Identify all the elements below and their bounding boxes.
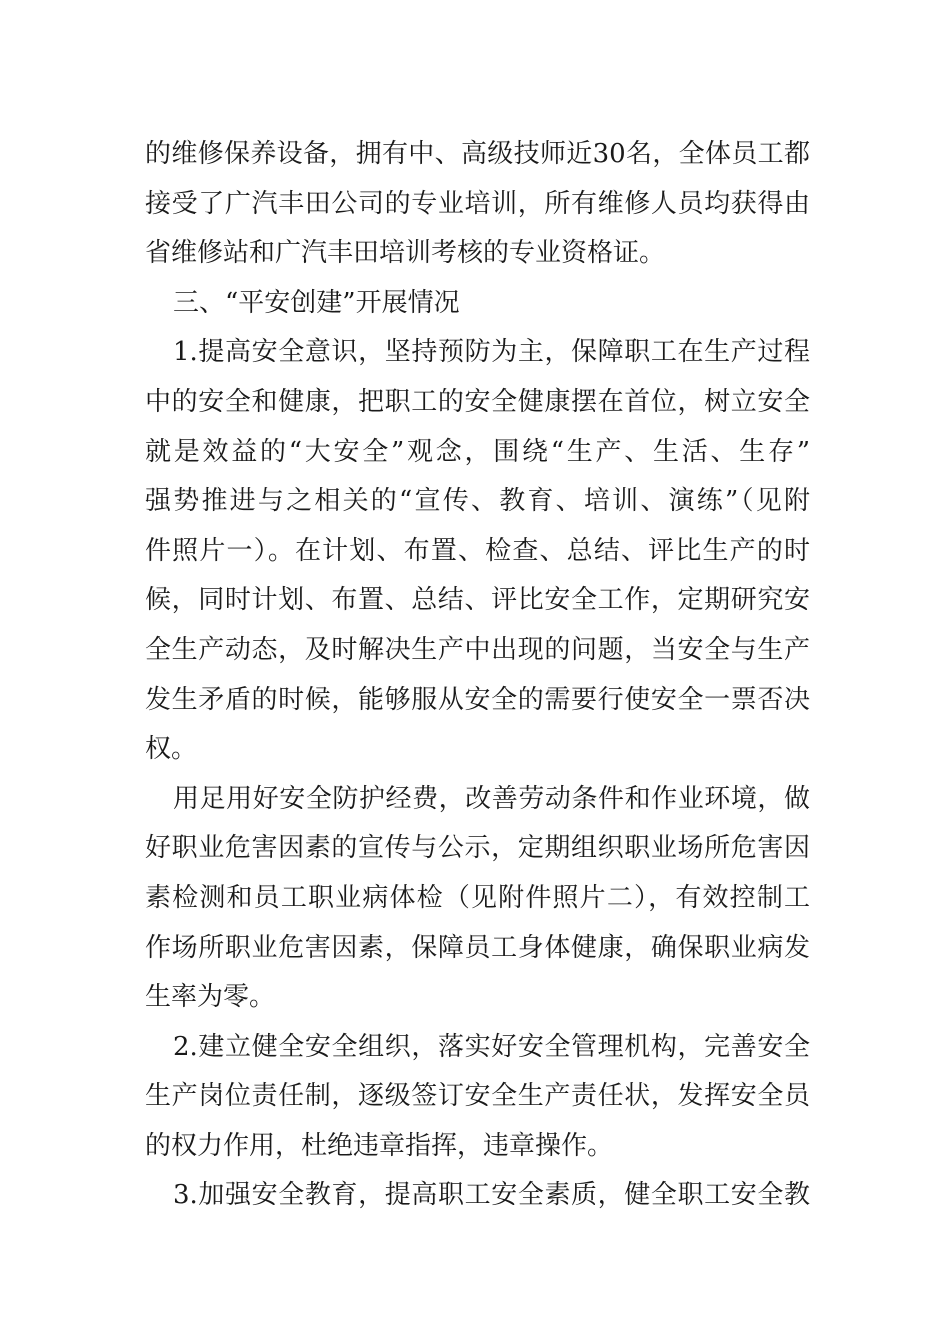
body-line: 生率为零。: [145, 982, 276, 1013]
section-heading: 三、“平安创建”开展情况: [173, 287, 460, 318]
body-line: 就是效益的“大安全”观念，围绕“生产、生活、生存”: [145, 436, 810, 467]
body-line: 素检测和员工职业病体检（见附件照片二），有效控制工: [145, 882, 810, 913]
body-line: 中的安全和健康，把职工的安全健康摆在首位，树立安全: [145, 386, 810, 417]
body-line: 用足用好安全防护经费，改善劳动条件和作业环境，做: [173, 783, 810, 814]
body-line: 的维修保养设备，拥有中、高级技师近30名，全体员工都: [145, 139, 810, 169]
body-line: 全生产动态，及时解决生产中出现的问题，当安全与生产: [145, 634, 810, 665]
body-line: 权。: [145, 734, 198, 765]
body-line: 2.建立健全安全组织，落实好安全管理机构，完善安全: [173, 1031, 810, 1062]
body-line: 接受了广汽丰田公司的专业培训，所有维修人员均获得由: [145, 188, 810, 219]
body-line: 强势推进与之相关的“宣传、教育、培训、演练”（见附: [145, 486, 810, 517]
body-line: 3.加强安全教育，提高职工安全素质，健全职工安全教: [173, 1180, 810, 1211]
body-line: 好职业危害因素的宣传与公示，定期组织职业场所危害因: [145, 833, 810, 864]
body-line: 的权力作用，杜绝违章指挥，违章操作。: [145, 1130, 614, 1161]
body-line: 1.提高安全意识，坚持预防为主，保障职工在生产过程: [173, 337, 810, 368]
body-line: 发生矛盾的时候，能够服从安全的需要行使安全一票否决: [145, 684, 810, 715]
document-body: [145, 130, 810, 1221]
body-line: 候，同时计划、布置、总结、评比安全工作，定期研究安: [145, 585, 810, 616]
body-line: 生产岗位责任制，逐级签订安全生产责任状，发挥安全员: [145, 1081, 810, 1112]
body-line: 件照片一）。在计划、布置、检查、总结、评比生产的时: [145, 535, 810, 566]
body-line: 作场所职业危害因素，保障员工身体健康，确保职业病发: [145, 932, 810, 963]
body-line: 省维修站和广汽丰田培训考核的专业资格证。: [145, 238, 666, 269]
